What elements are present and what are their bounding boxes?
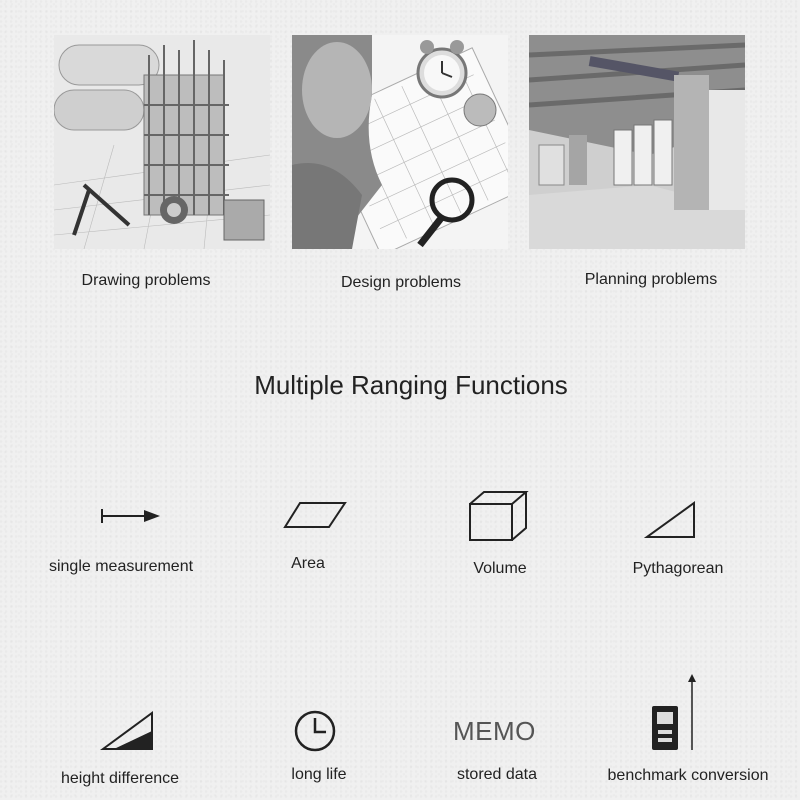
- rangefinder-device-icon: [648, 672, 700, 754]
- height-difference-icon: [100, 710, 156, 752]
- benchmark-conversion-label: benchmark conversion: [607, 767, 769, 784]
- arrow-right-icon: [100, 505, 162, 527]
- planning-problems-caption: Planning problems: [584, 271, 718, 288]
- single-measurement-label: single measurement: [48, 558, 194, 575]
- stored-data-label: stored data: [456, 766, 538, 783]
- planning-problems-photo: [529, 35, 745, 249]
- volume-label: Volume: [473, 560, 527, 577]
- cube-icon: [466, 488, 530, 544]
- right-triangle-icon: [644, 500, 698, 540]
- pythagorean-label: Pythagorean: [632, 560, 724, 577]
- design-problems-photo: [292, 35, 508, 249]
- long-life-label: long life: [291, 766, 347, 783]
- area-label: Area: [291, 555, 325, 572]
- design-problems-caption: Design problems: [340, 274, 462, 291]
- memo-icon: MEMO: [453, 716, 536, 746]
- height-difference-label: height difference: [60, 770, 180, 787]
- drawing-problems-caption: Drawing problems: [81, 272, 211, 289]
- clock-icon: [292, 708, 338, 754]
- section-title: Multiple Ranging Functions: [254, 370, 568, 400]
- drawing-problems-photo: [54, 35, 270, 249]
- parallelogram-icon: [282, 500, 348, 530]
